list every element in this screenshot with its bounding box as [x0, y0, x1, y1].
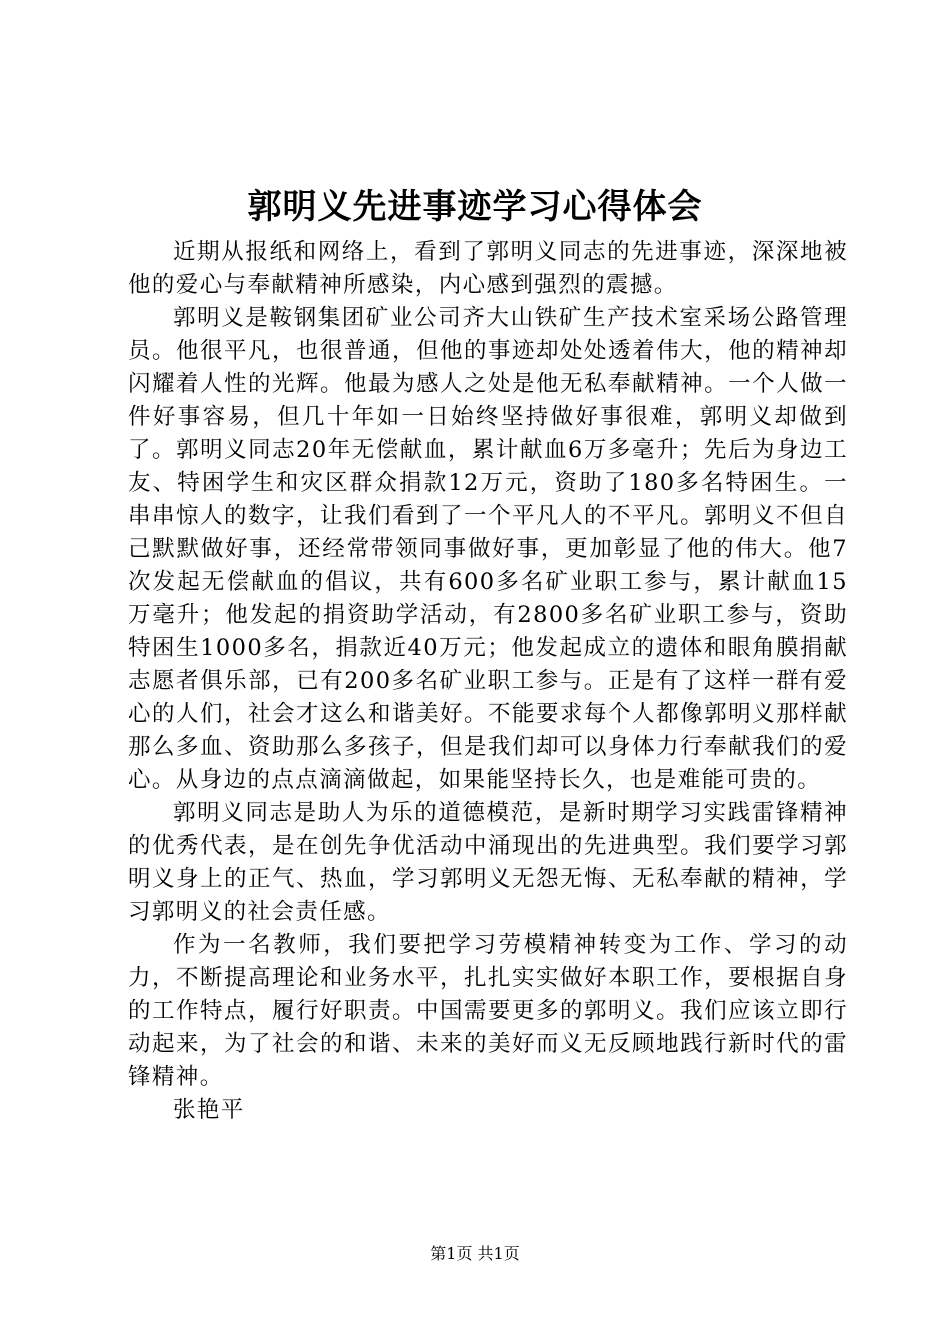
- paragraph-intro: 近期从报纸和网络上，看到了郭明义同志的先进事迹，深深地被他的爱心与奉献精神所感染，内心感到强烈的震撼。: [128, 239, 848, 298]
- document-title: 郭明义先进事迹学习心得体会: [247, 187, 703, 227]
- document-body: [128, 236, 848, 1127]
- page-footer: 第1页 共1页: [430, 1244, 520, 1263]
- paragraph-teacher: 作为一名教师，我们要把学习劳模精神转变为工作、学习的动力，不断提高理论和业务水平，扎扎实实做好本职工作，要根据自身的工作特点，履行好职责。中国需要更多的郭明义。我们应该立即行动起来，为了社会的和谐、未来的美好而义无反顾地践行新时代的雷锋精神。: [128, 932, 848, 1090]
- paragraph-deeds: 郭明义是鞍钢集团矿业公司齐大山铁矿生产技术室采场公路管理员。他很平凡，也很普通，但他的事迹却处处透着伟大，他的精神却闪耀着人性的光辉。他最为感人之处是他无私奉献精神。一个人做一件好事容易，但几十年如一日始终坚持做好事很难，郭明义却做到了。郭明义同志20年无偿献血，累计献血6万多毫升；先后为身边工友、特困学生和灾区群众捐款12万元，资助了180多名特困生。一串串惊人的数字，让我们看到了一个平凡人的不平凡。郭明义不但自己默默做好事，还经常带领同事做好事，更加彰显了他的伟大。他7次发起无偿献血的倡议，共有600多名矿业职工参与，累计献血15万毫升；他发起的捐资助学活动，有2800多名矿业职工参与，资助特困生1000多名，捐款近40万元；他发起成立的遗体和眼角膜捐献志愿者俱乐部，已有200多名矿业职工参与。正是有了这样一群有爱心的人们，社会才这么和谐美好。不能要求每个人都像郭明义那样献那么多血、资助那么多孩子，但是我们却可以身体力行奉献我们的爱心。从身边的点点滴滴做起，如果能坚持长久，也是难能可贵的。: [128, 305, 848, 793]
- author-signature: 张艳平: [173, 1097, 245, 1123]
- paragraph-role-model: 郭明义同志是助人为乐的道德模范，是新时期学习实践雷锋精神的优秀代表，是在创先争优活动中涌现出的先进典型。我们要学习郭明义身上的正气、热血，学习郭明义无怨无悔、无私奉献的精神，学习郭明义的社会责任感。: [128, 800, 848, 925]
